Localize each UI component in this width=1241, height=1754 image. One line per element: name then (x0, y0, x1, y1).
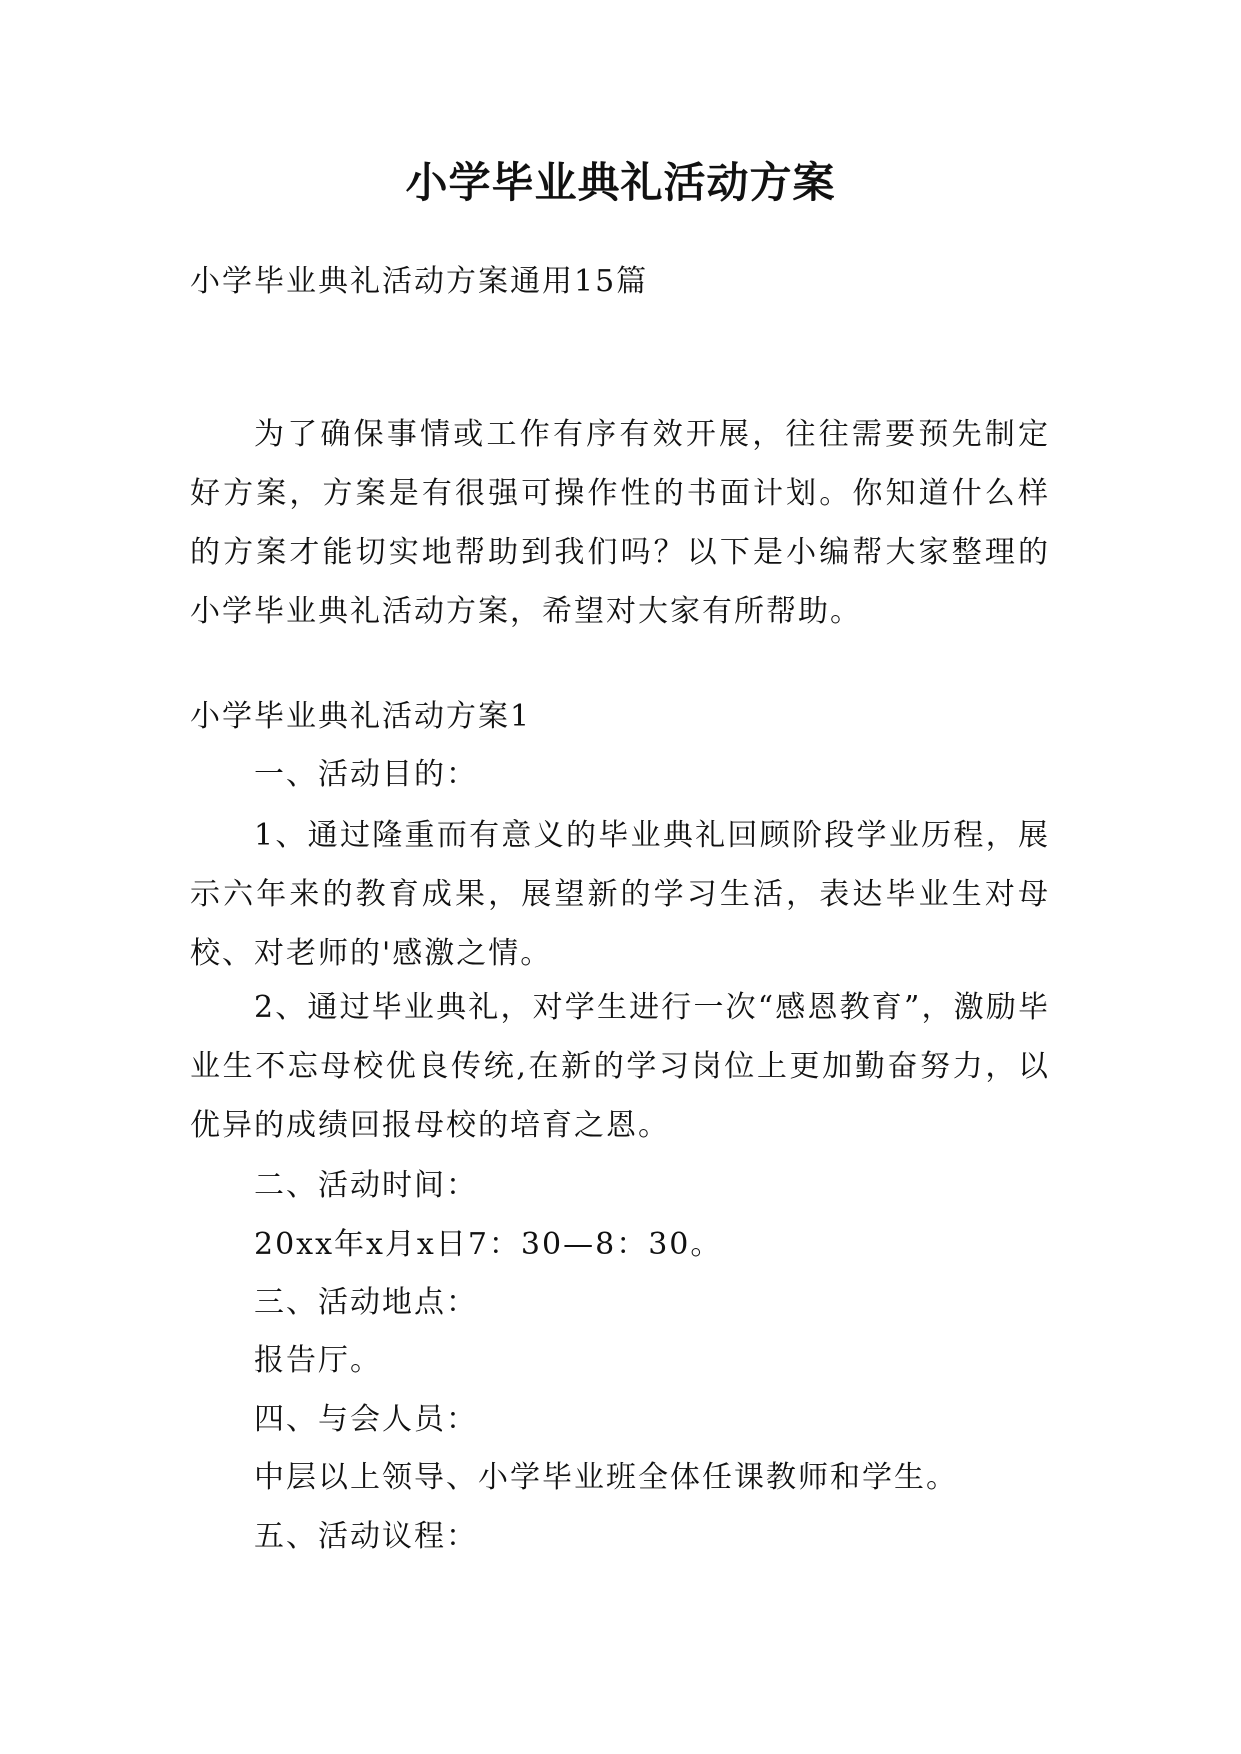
item5-heading: 五、活动议程： (254, 1519, 478, 1554)
item3-value: 报告厅。 (254, 1343, 382, 1378)
item4-value: 中层以上领导、小学毕业班全体任课教师和学生。 (254, 1460, 958, 1495)
intro-paragraph: 为了确保事情或工作有序有效开展，往往需要预先制定好方案，方案是有很强可操作性的书面计划。你知道什么样的方案才能切实地帮助到我们吗？以下是小编帮大家整理的小学毕业典礼活动方案，希望对大家有所帮助。 (190, 417, 1050, 629)
document-title: 小学毕业典礼活动方案 (405, 158, 836, 207)
item1-heading: 一、活动目的： (254, 757, 478, 792)
item4-heading: 四、与会人员： (254, 1402, 478, 1437)
section-heading: 小学毕业典礼活动方案1 (190, 699, 532, 734)
document-subtitle: 小学毕业典礼活动方案通用15篇 (190, 264, 649, 299)
item1-paragraph-1: 1、通过隆重而有意义的毕业典礼回顾阶段学业历程，展示六年来的教育成果，展望新的学习生活，表达毕业生对母校、对老师的'感激之情。 (190, 818, 1050, 971)
item2-heading: 二、活动时间： (254, 1168, 478, 1203)
item3-heading: 三、活动地点： (254, 1285, 478, 1320)
item2-value: 20xx年x月x日7：30—8：30。 (254, 1227, 723, 1262)
item1-paragraph-2: 2、通过毕业典礼，对学生进行一次“感恩教育”，激励毕业生不忘母校优良传统,在新的学习岗位上更加勤奋努力，以优异的成绩回报母校的培育之恩。 (190, 990, 1050, 1143)
